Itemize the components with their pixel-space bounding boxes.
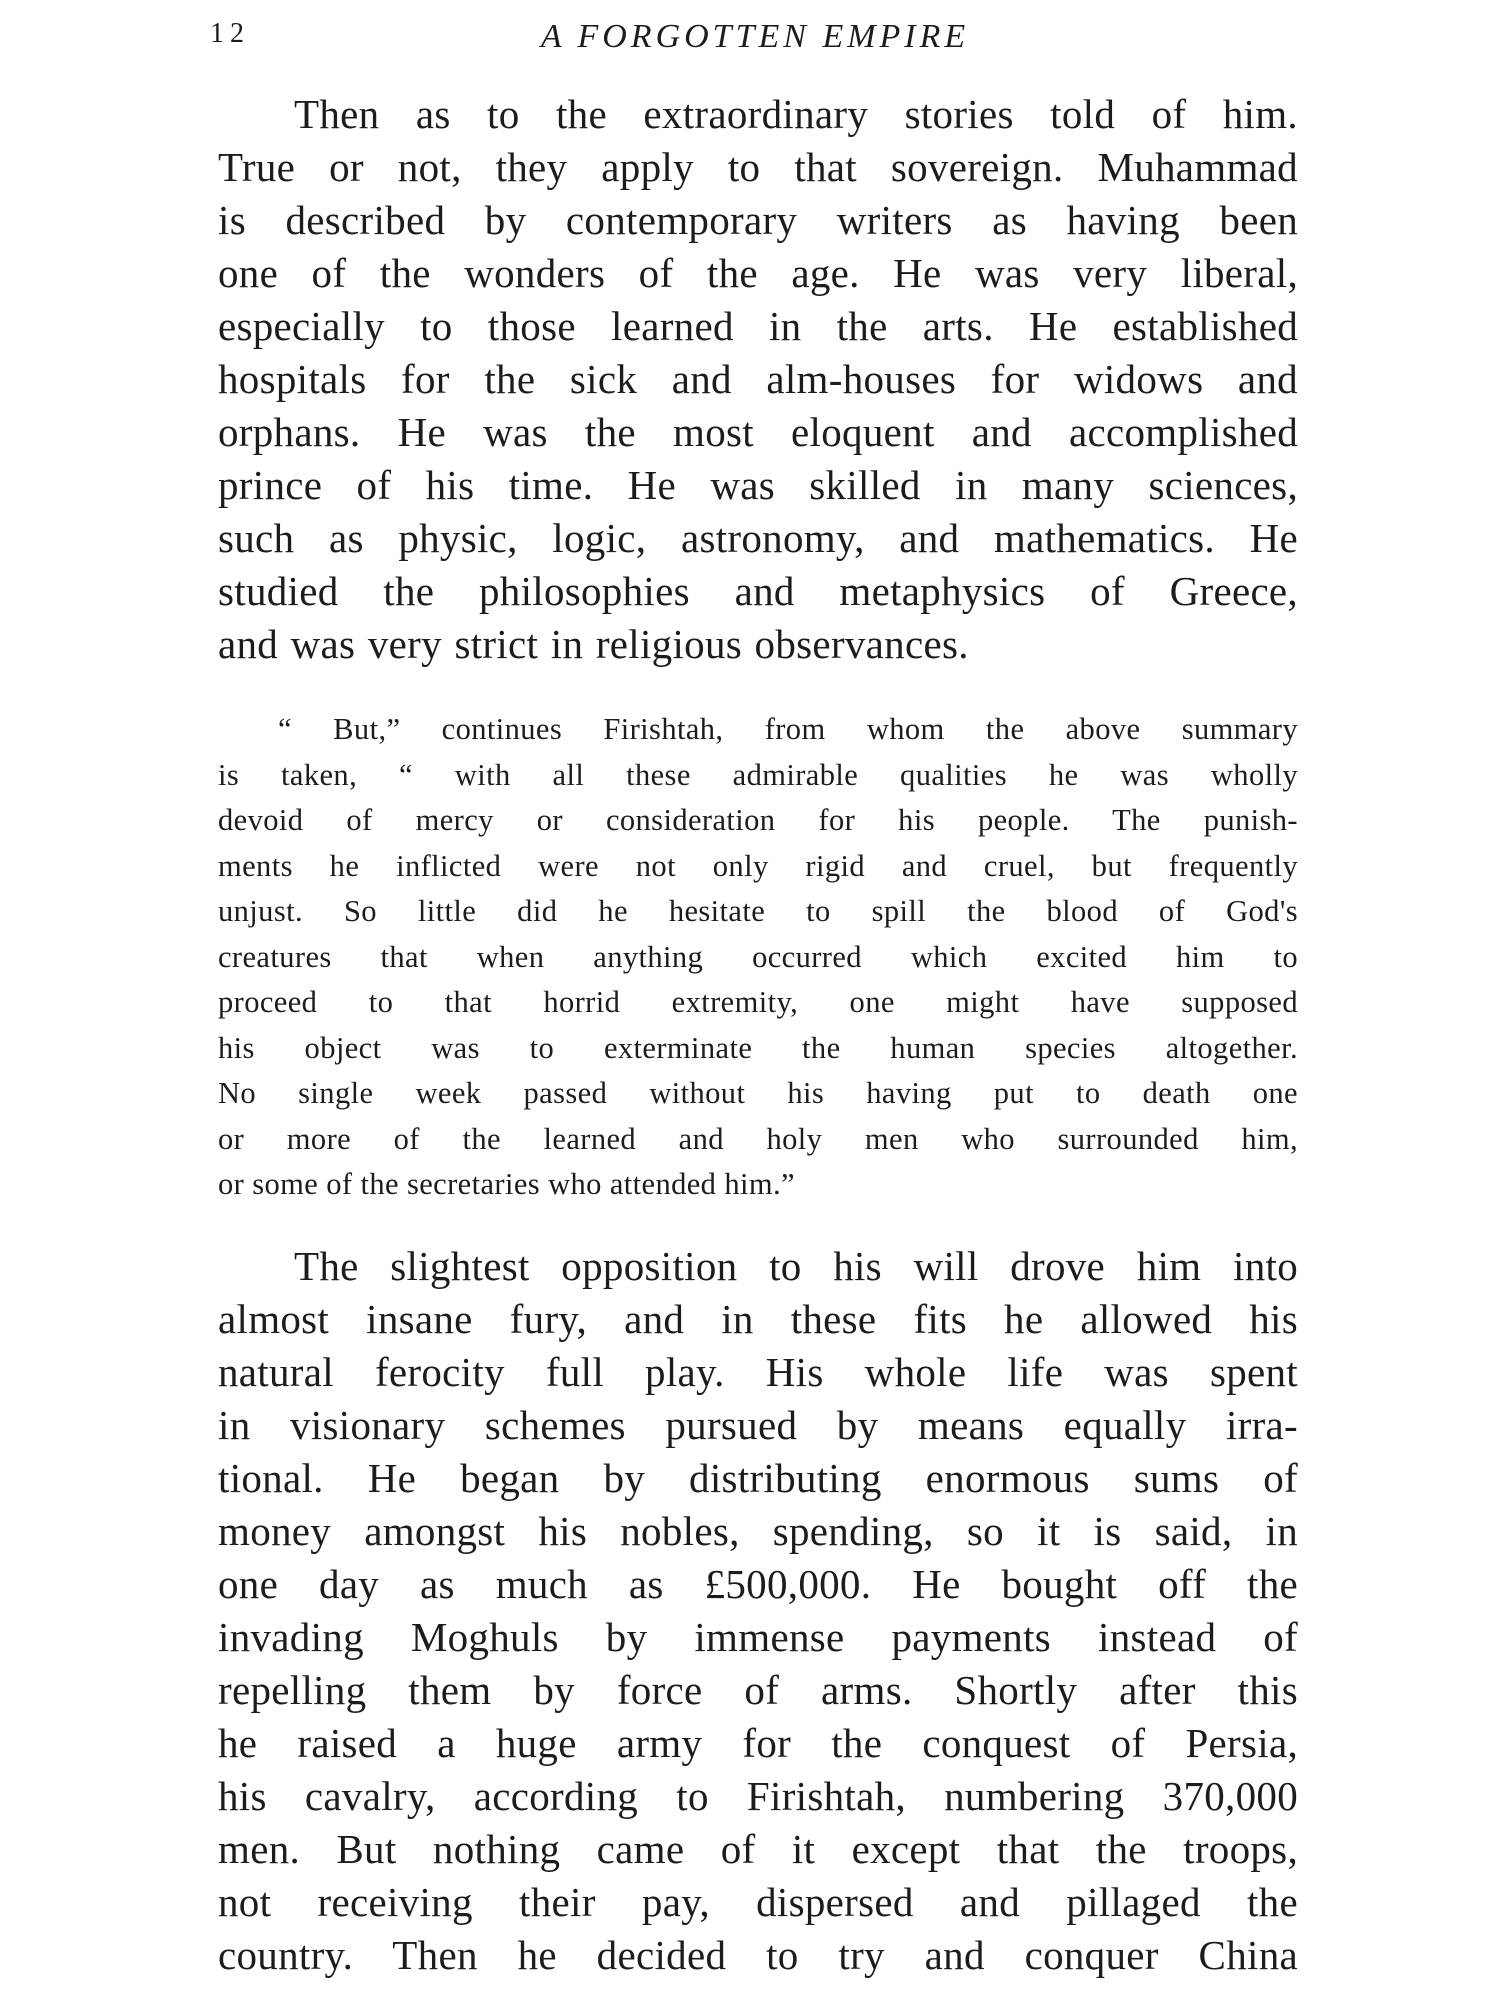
page-number: 12 [210, 18, 250, 49]
text-line: hospitals for the sick and alm-houses for widows and [218, 356, 1298, 402]
block-quote [218, 707, 1298, 1208]
text-line: tional. He began by distributing enormous sums of [218, 1455, 1298, 1501]
text-line: especially to those learned in the arts. He established [218, 303, 1298, 349]
text-line: country. Then he decided to try and conquer China [218, 1932, 1298, 1978]
running-head [210, 18, 1300, 68]
text-line: invading Moghuls by immense payments instead of [218, 1614, 1298, 1660]
text-line: and was very strict in religious observances. [218, 621, 969, 667]
body-paragraph-1 [218, 88, 1298, 671]
text-line: almost insane fury, and in these fits he allowed his [218, 1296, 1298, 1342]
body-paragraph-2 [218, 1240, 1298, 1982]
text-line: money amongst his nobles, spending, so it is said, in [218, 1508, 1298, 1554]
text-line: Then as to the extraordinary stories told of him. [294, 91, 1298, 137]
quote-line: ments he inflicted were not only rigid and cruel, but frequently [218, 848, 1298, 883]
quote-line: proceed to that horrid extremity, one might have supposed [218, 985, 1298, 1019]
text-line: such as physic, logic, astronomy, and mathematics. He [218, 515, 1298, 561]
text-line: one of the wonders of the age. He was very liberal, [218, 250, 1298, 296]
text-line: he raised a huge army for the conquest of Persia, [218, 1720, 1298, 1766]
quote-line: No single week passed without his having put to death one [218, 1076, 1298, 1110]
text-line: men. But nothing came of it except that the troops, [218, 1826, 1298, 1872]
quote-line: creatures that when anything occurred which excited him to [218, 939, 1298, 974]
text-line: natural ferocity full play. His whole life was spent [218, 1349, 1298, 1395]
quote-line: devoid of mercy or consideration for his people. The punish- [218, 803, 1298, 837]
quote-line: or more of the learned and holy men who surrounded him, [218, 1121, 1298, 1156]
text-line: prince of his time. He was skilled in many sciences, [218, 462, 1298, 508]
quote-line: or some of the secretaries who attended him.” [218, 1167, 795, 1201]
text-line: orphans. He was the most eloquent and accomplished [218, 409, 1298, 455]
running-title: A FORGOTTEN EMPIRE [540, 18, 970, 55]
quote-line: his object was to exterminate the human species altogether. [218, 1030, 1298, 1065]
text-line: is described by contemporary writers as having been [218, 197, 1298, 243]
quote-line: “ But,” continues Firishtah, from whom the above summary [278, 712, 1298, 746]
quote-line: is taken, “ with all these admirable qualities he was wholly [218, 757, 1298, 792]
quote-line: unjust. So little did he hesitate to spill the blood of God's [218, 894, 1298, 928]
text-line: True or not, they apply to that sovereign. Muhammad [218, 144, 1298, 190]
text-line: The slightest opposition to his will drove him into [294, 1243, 1298, 1289]
text-line: his cavalry, according to Firishtah, numbering 370,000 [218, 1773, 1298, 1819]
text-line: one day as much as £500,000. He bought off the [218, 1561, 1298, 1607]
text-line: studied the philosophies and metaphysics of Greece, [218, 568, 1298, 614]
text-line: in visionary schemes pursued by means equally irra- [218, 1402, 1298, 1448]
text-line: repelling them by force of arms. Shortly after this [218, 1667, 1298, 1713]
text-line: not receiving their pay, dispersed and pillaged the [218, 1879, 1298, 1925]
